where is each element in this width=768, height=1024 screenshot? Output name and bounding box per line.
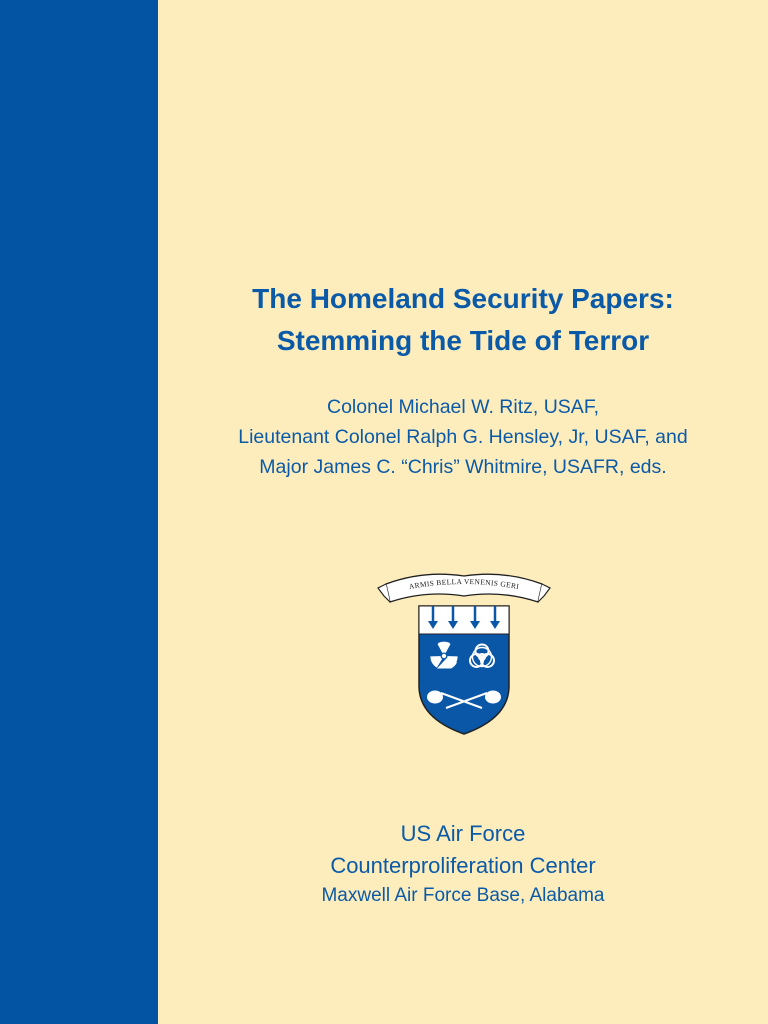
book-title	[158, 278, 768, 362]
editor-3: Major James C. “Chris” Whitmire, USAFR, eds.	[259, 456, 667, 478]
title-line-2: Stemming the Tide of Terror	[276, 325, 650, 356]
cover-side-band	[0, 0, 158, 1024]
editor-1: Colonel Michael W. Ritz, USAF,	[326, 396, 599, 418]
publisher-block	[158, 818, 768, 910]
publisher-line-1: US Air Force	[400, 821, 526, 846]
emblem-motto: ARMIS BELLA VENENIS GERI	[408, 576, 520, 592]
publisher-location: Maxwell Air Force Base, Alabama	[321, 885, 605, 906]
editor-2: Lieutenant Colonel Ralph G. Hensley, Jr, USAF, and	[238, 426, 688, 448]
cover-content	[158, 0, 768, 1024]
publisher-line-2: Counterproliferation Center	[330, 853, 596, 878]
counterproliferation-center-emblem-icon	[374, 566, 554, 741]
title-line-1: The Homeland Security Papers:	[252, 283, 674, 314]
editors-list	[158, 392, 768, 482]
